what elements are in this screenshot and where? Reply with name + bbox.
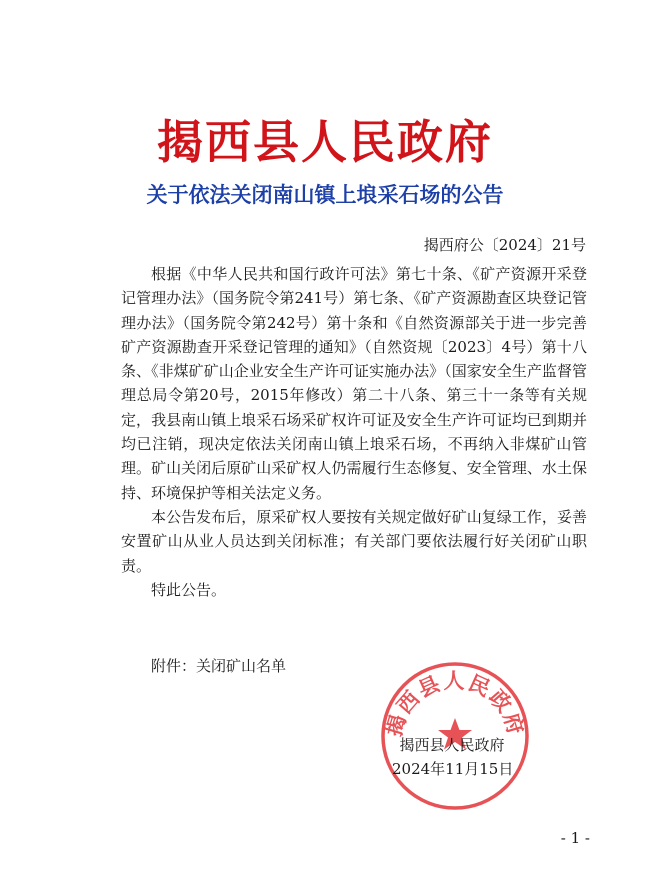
issuer-header: 揭西县人民政府 bbox=[157, 115, 493, 169]
body-paragraph: 特此公告。 bbox=[151, 580, 227, 599]
document-body bbox=[121, 262, 587, 602]
body-paragraph: 本公告发布后，原采矿权人要按有关规定做好矿山复绿工作，妥善安置矿山从业人员达到关闭标准；有关部门要依法履行好关闭矿山职责。 bbox=[121, 507, 587, 575]
seal-text: 揭西县人民政府 bbox=[381, 669, 529, 740]
signature-organization: 揭西县人民政府 bbox=[399, 736, 505, 754]
document-number: 揭西府公〔2024〕21号 bbox=[423, 236, 586, 254]
body-paragraph: 根据《中华人民共和国行政许可法》第七十条、《矿产资源开采登记管理办法》（国务院令第241号）第七条、《矿产资源勘查区块登记管理办法》（国务院令第242号）第十条和《自然资源部关于进一步完善矿产资源勘查开采登记管理的通知》（自然资规〔2023〕4号）第十八条、《非煤矿矿山企业安全生产许可证实施办法》（国家安全生产监督管理总局令第20号，2015年修改）第二十八条、第三十一条等有关规定，我县南山镇上埌采石场采矿权许可证及安全生产许可证均已到期并均已注销，现决定依法关闭南山镇上埌采石场，不再纳入非煤矿山管理。矿山关闭后原矿山采矿权人仍需履行生态修复、安全管理、水土保持、环境保护等相关法定义务。 bbox=[121, 265, 587, 502]
attachment-line: 附件：关闭矿山名单 bbox=[151, 657, 287, 675]
document-title: 关于依法关闭南山镇上埌采石场的公告 bbox=[146, 183, 504, 207]
page-number: - 1 - bbox=[560, 829, 590, 847]
signature-block bbox=[392, 733, 512, 781]
signature-date: 2024年11月15日 bbox=[392, 760, 514, 778]
